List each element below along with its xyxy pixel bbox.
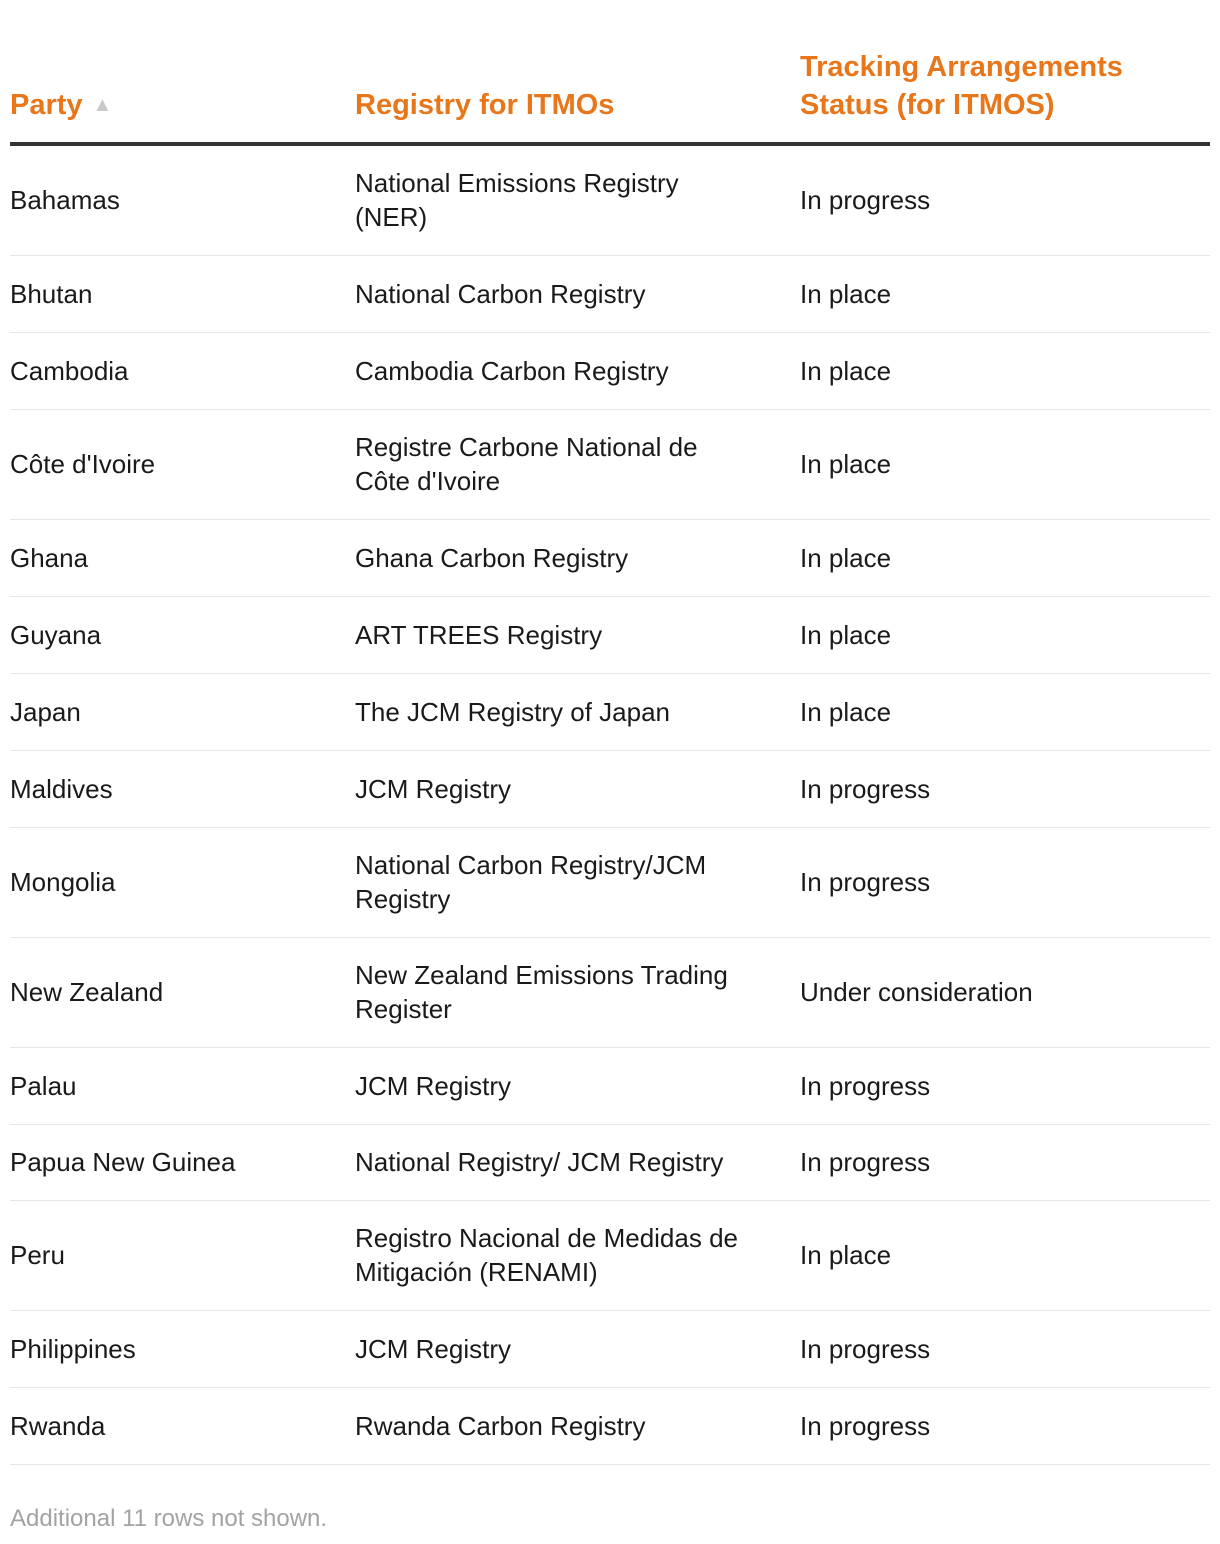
cell-registry: National Registry/ JCM Registry	[355, 1125, 800, 1201]
table-row	[10, 751, 1210, 828]
column-header-status[interactable]	[800, 0, 1210, 144]
header-row	[10, 0, 1210, 144]
cell-status: In place	[800, 597, 1210, 674]
cell-registry: JCM Registry	[355, 1048, 800, 1125]
cell-status: In place	[800, 333, 1210, 410]
table-row	[10, 520, 1210, 597]
cell-party: Philippines	[10, 1311, 355, 1388]
cell-status: In progress	[800, 1125, 1210, 1201]
table-row	[10, 256, 1210, 333]
cell-registry: National Carbon Registry/JCM Registry	[355, 828, 800, 938]
cell-party: Palau	[10, 1048, 355, 1125]
registry-table-container	[10, 0, 1210, 1465]
column-header-registry[interactable]	[355, 0, 800, 144]
cell-registry: Cambodia Carbon Registry	[355, 333, 800, 410]
table-row	[10, 597, 1210, 674]
cell-status: Under consideration	[800, 938, 1210, 1048]
table-row	[10, 1388, 1210, 1465]
cell-status: In progress	[800, 1048, 1210, 1125]
cell-registry: Registro Nacional de Medidas de Mitigación (RENAMI)	[355, 1201, 800, 1311]
cell-registry: The JCM Registry of Japan	[355, 674, 800, 751]
cell-status: In place	[800, 410, 1210, 520]
table-header	[10, 0, 1210, 144]
cell-party: Bahamas	[10, 144, 355, 256]
table-row	[10, 1201, 1210, 1311]
cell-status: In progress	[800, 1388, 1210, 1465]
cell-party: Papua New Guinea	[10, 1125, 355, 1201]
table-row	[10, 1048, 1210, 1125]
cell-registry: ART TREES Registry	[355, 597, 800, 674]
cell-party: Japan	[10, 674, 355, 751]
cell-registry: JCM Registry	[355, 1311, 800, 1388]
registry-table	[10, 0, 1210, 1465]
table-body	[10, 144, 1210, 1465]
sort-ascending-icon[interactable]: ▲	[92, 94, 113, 116]
table-row	[10, 144, 1210, 256]
table-row	[10, 333, 1210, 410]
cell-party: Ghana	[10, 520, 355, 597]
cell-registry: Registre Carbone National de Côte d'Ivoire	[355, 410, 800, 520]
cell-status: In progress	[800, 1311, 1210, 1388]
table-row	[10, 828, 1210, 938]
cell-registry: Rwanda Carbon Registry	[355, 1388, 800, 1465]
table-row	[10, 1125, 1210, 1201]
column-header-registry-label: Registry for ITMOs	[355, 89, 615, 121]
cell-status: In progress	[800, 751, 1210, 828]
cell-registry: New Zealand Emissions Trading Register	[355, 938, 800, 1048]
cell-registry: Ghana Carbon Registry	[355, 520, 800, 597]
cell-status: In place	[800, 674, 1210, 751]
cell-party: New Zealand	[10, 938, 355, 1048]
cell-status: In place	[800, 520, 1210, 597]
cell-party: Mongolia	[10, 828, 355, 938]
cell-registry: National Emissions Registry (NER)	[355, 144, 800, 256]
cell-party: Côte d'Ivoire	[10, 410, 355, 520]
cell-party: Cambodia	[10, 333, 355, 410]
cell-party: Peru	[10, 1201, 355, 1311]
column-header-party-label: Party	[10, 89, 83, 121]
rows-not-shown-note: Additional 11 rows not shown.	[10, 1505, 328, 1532]
cell-party: Bhutan	[10, 256, 355, 333]
cell-party: Guyana	[10, 597, 355, 674]
cell-registry: National Carbon Registry	[355, 256, 800, 333]
cell-party: Maldives	[10, 751, 355, 828]
table-row	[10, 938, 1210, 1048]
table-row	[10, 674, 1210, 751]
column-header-status-label: Tracking Arrangements Status (for ITMOS)	[800, 51, 1123, 121]
cell-status: In place	[800, 256, 1210, 333]
table-row	[10, 1311, 1210, 1388]
column-header-party[interactable]	[10, 0, 355, 144]
cell-party: Rwanda	[10, 1388, 355, 1465]
cell-status: In place	[800, 1201, 1210, 1311]
cell-registry: JCM Registry	[355, 751, 800, 828]
cell-status: In progress	[800, 144, 1210, 256]
table-row	[10, 410, 1210, 520]
cell-status: In progress	[800, 828, 1210, 938]
